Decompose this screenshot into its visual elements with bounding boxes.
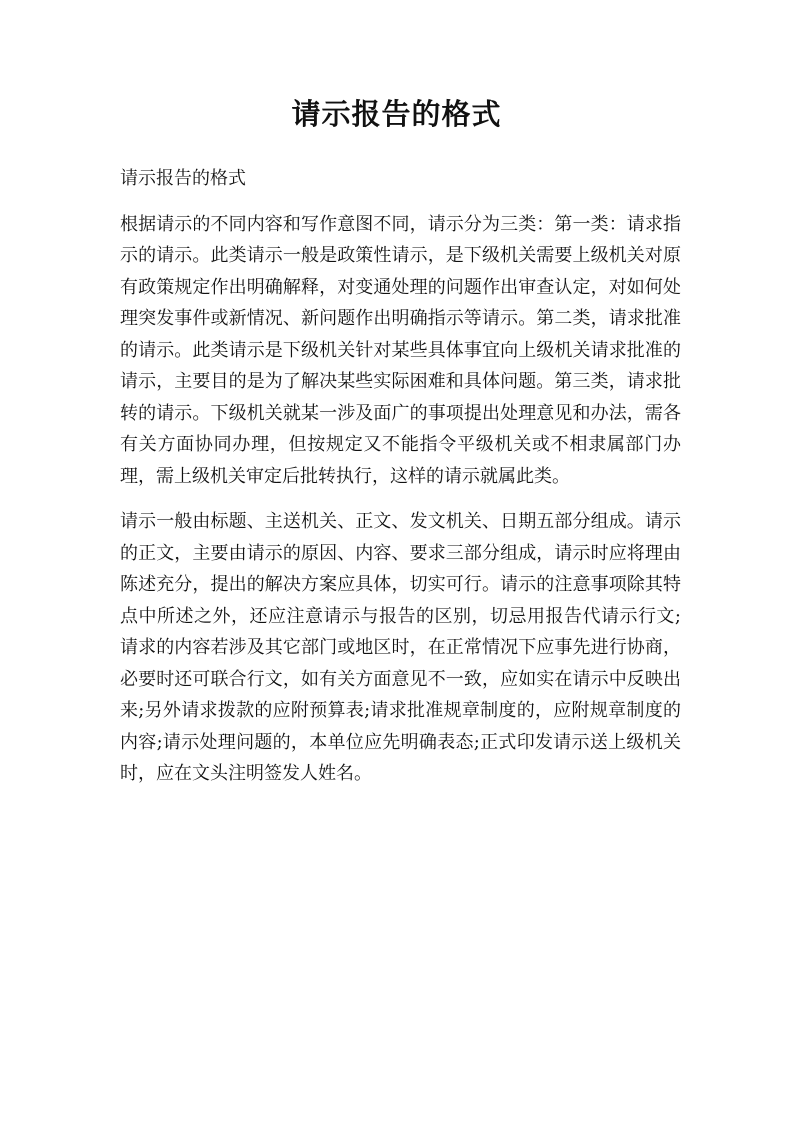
paragraph-structure: 请示一般由标题、主送机关、正文、发文机关、日期五部分组成。请示的正文，主要由请示的原因、内容、要求三部分组成，请示时应将理由陈述充分，提出的解决方案应具体，切实可行。请示的注意事项除其特点中所述之外，还应注意请示与报告的区别，切忌用报告代请示行文;请求的内容若涉及其它部门或地区时，在正常情况下应事先进行协商，必要时还可联合行文，如有关方面意见不一致，应如实在请示中反映出来;另外请求拨款的应附预算表;请求批准规章制度的，应附规章制度的内容;请示处理问题的，本单位应先明确表态;正式印发请示送上级机关时，应在文头注明签发人姓名。 <box>120 511 681 784</box>
document-title: 请示报告的格式 <box>291 97 502 131</box>
document-body <box>120 163 681 804</box>
document-subtitle: 请示报告的格式 <box>120 168 246 189</box>
paragraph-categories: 根据请示的不同内容和写作意图不同，请示分为三类：第一类：请求指示的请示。此类请示一般是政策性请示，是下级机关需要上级机关对原有政策规定作出明确解释，对变通处理的问题作出审查认定，对如何处理突发事件或新情况、新问题作出明确指示等请示。第二类，请求批准的请示。此类请示是下级机关针对某些具体事宜向上级机关请求批准的请示，主要目的是为了解决某些实际困难和具体问题。第三类，请求批转的请示。下级机关就某一涉及面广的事项提出处理意见和办法，需各有关方面协同办理，但按规定又不能指令平级机关或不相隶属部门办理，需上级机关审定后批转执行，这样的请示就属此类。 <box>120 213 681 487</box>
